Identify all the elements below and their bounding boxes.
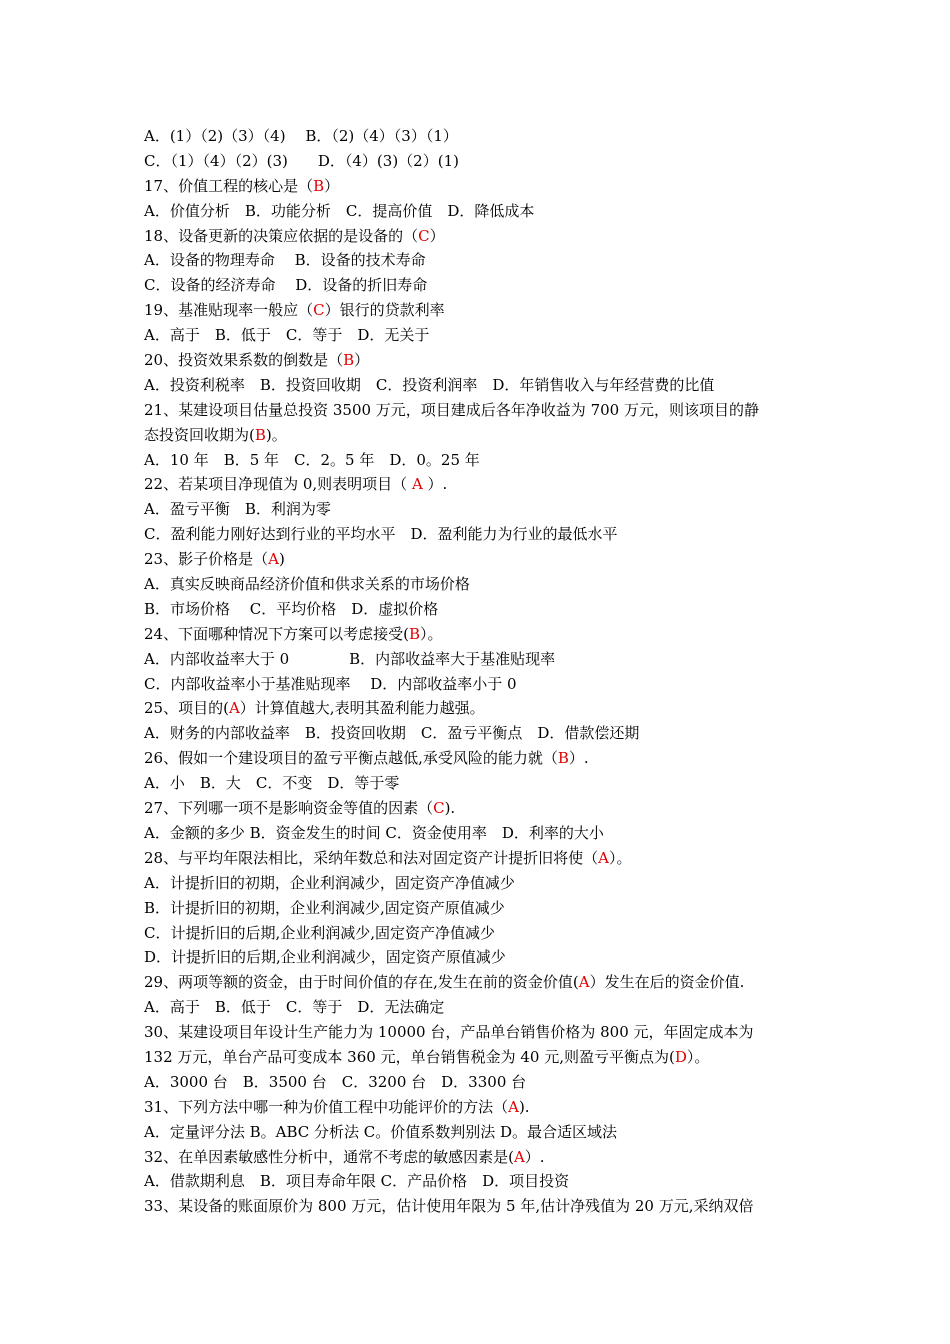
answer-mark: B	[408, 624, 420, 643]
text-line	[144, 1020, 816, 1045]
text-line	[144, 224, 816, 249]
text-line	[144, 497, 816, 522]
text-line	[144, 597, 816, 622]
line-text: 27、下列哪一项不是影响资金等值的因素（	[144, 799, 434, 818]
line-text: 20、投资效果系数的倒数是（	[144, 351, 344, 370]
line-text: ）。	[419, 624, 443, 643]
answer-mark: A	[228, 699, 240, 718]
text-line	[144, 796, 816, 821]
text-line	[144, 1169, 816, 1194]
answer-mark: A	[411, 475, 423, 494]
text-line	[144, 945, 816, 970]
line-text: A．定量评分法 B。ABC 分析法 C。价值系数判别法 D。最合适区域法	[144, 1122, 618, 1141]
line-text: A．10 年 B．5 年 C．2。5 年 D．0。25 年	[144, 450, 480, 469]
answer-mark: C	[433, 799, 445, 818]
text-line	[144, 1145, 816, 1170]
line-text: ).	[444, 799, 456, 818]
line-text: )	[278, 550, 285, 569]
text-line	[144, 149, 816, 174]
text-line	[144, 273, 816, 298]
line-text: ）。	[608, 848, 632, 867]
line-text: C．内部收益率小于基准贴现率 D．内部收益率小于 0	[144, 674, 517, 693]
line-text: A．高于 B．低于 C．等于 D．无关于	[144, 326, 430, 345]
line-text: 132 万元，单台产品可变成本 360 元，单台销售税金为 40 元,则盈亏平衡点为(	[144, 1047, 675, 1066]
line-text: 态投资回收期为(	[144, 425, 255, 444]
text-line	[144, 1070, 816, 1095]
line-text: C．计提折旧的后期,企业利润减少,固定资产净值减少	[144, 923, 496, 942]
text-line	[144, 572, 816, 597]
text-line	[144, 696, 816, 721]
text-line	[144, 472, 816, 497]
line-text: ）发生在后的资金价值.	[589, 973, 745, 992]
line-text: A．借款期利息 B．项目寿命年限 C．产品价格 D．项目投资	[144, 1172, 570, 1191]
text-line	[144, 1095, 816, 1120]
line-text: D．计提折旧的后期,企业利润减少，固定资产原值减少	[144, 948, 506, 967]
text-line	[144, 871, 816, 896]
line-text: 21、某建设项目估量总投资 3500 万元，项目建成后各年净收益为 700 万元，则该项目的静	[144, 400, 759, 419]
line-text: 22、若某项目净现值为 0,则表明项目（	[144, 475, 412, 494]
answer-mark: B	[313, 176, 325, 195]
line-text: A．高于 B．低于 C．等于 D．无法确定	[144, 998, 445, 1017]
line-text: ）银行的贷款利率	[324, 301, 445, 320]
text-line	[144, 647, 816, 672]
text-line	[144, 373, 816, 398]
text-line	[144, 622, 816, 647]
line-text: A．盈亏平衡 B．利润为零	[144, 500, 331, 519]
line-text: ）计算值越大,表明其盈利能力越强。	[239, 699, 485, 718]
text-line	[144, 746, 816, 771]
line-text: A．价值分析 B．功能分析 C．提高价值 D．降低成本	[144, 201, 535, 220]
text-line	[144, 721, 816, 746]
line-text: ）	[429, 226, 445, 245]
text-line	[144, 199, 816, 224]
line-text: 30、某建设项目年设计生产能力为 10000 台，产品单台销售价格为 800 元，年固定成本为	[144, 1023, 754, 1042]
text-line	[144, 124, 816, 149]
text-line	[144, 846, 816, 871]
line-text: ）.	[568, 749, 589, 768]
text-line	[144, 771, 816, 796]
answer-mark: A	[598, 848, 609, 867]
text-line	[144, 448, 816, 473]
line-text: A．计提折旧的初期，企业利润减少，固定资产净值减少	[144, 873, 515, 892]
text-line	[144, 821, 816, 846]
line-text: B．计提折旧的初期，企业利润减少,固定资产原值减少	[144, 898, 505, 917]
text-line	[144, 1194, 816, 1219]
text-line	[144, 248, 816, 273]
line-text: ）.	[422, 475, 448, 494]
line-text: A．设备的物理寿命 B．设备的技术寿命	[144, 251, 426, 270]
line-text: A．3000 台 B．3500 台 C．3200 台 D．3300 台	[144, 1072, 527, 1091]
text-line	[144, 896, 816, 921]
text-line	[144, 547, 816, 572]
answer-mark: B	[343, 351, 355, 370]
text-line	[144, 970, 816, 995]
text-line	[144, 522, 816, 547]
text-line	[144, 1045, 816, 1070]
answer-mark: C	[313, 301, 325, 320]
line-text: 32、在单因素敏感性分析中，通常不考虑的敏感因素是(	[144, 1147, 514, 1166]
line-text: ）	[354, 351, 370, 370]
line-text: 29、两项等额的资金，由于时间价值的存在,发生在前的资金价值(	[144, 973, 579, 992]
answer-mark: A	[268, 550, 279, 569]
text-line	[144, 921, 816, 946]
document-body	[144, 124, 816, 1219]
line-text: 25、项目的(	[144, 699, 229, 718]
text-line	[144, 323, 816, 348]
text-line	[144, 398, 816, 423]
answer-mark: A	[508, 1097, 519, 1116]
line-text: 19、基准贴现率一般应（	[144, 301, 314, 320]
text-line	[144, 672, 816, 697]
answer-mark: C	[418, 226, 430, 245]
line-text: A．(1）（2)（3）（4) B．（2)（4）（3）（1）	[144, 127, 458, 145]
line-text: B．市场价格 C．平均价格 D．虚拟价格	[144, 599, 439, 618]
line-text: A．金额的多少 B．资金发生的时间 C．资金使用率 D．利率的大小	[144, 823, 604, 842]
line-text: ）.	[524, 1147, 545, 1166]
line-text: ).	[518, 1097, 530, 1116]
line-text: 31、下列方法中哪一种为价值工程中功能评价的方法（	[144, 1097, 509, 1116]
line-text: A．内部收益率大于 0 B．内部收益率大于基准贴现率	[144, 649, 556, 668]
answer-mark: A	[513, 1147, 525, 1166]
line-text: 18、设备更新的决策应依据的是设备的（	[144, 226, 419, 245]
answer-mark: B	[557, 749, 569, 768]
text-line	[144, 348, 816, 373]
line-text: C．盈利能力刚好达到行业的平均水平 D．盈利能力为行业的最低水平	[144, 525, 618, 544]
line-text: A．财务的内部收益率 B．投资回收期 C．盈亏平衡点 D．借款偿还期	[144, 724, 640, 743]
line-text: ）	[324, 176, 340, 195]
text-line	[144, 423, 816, 448]
answer-mark: D	[674, 1047, 687, 1066]
answer-mark: A	[578, 973, 590, 992]
line-text: 24、下面哪种情况下方案可以考虑接受(	[144, 624, 409, 643]
line-text: A．投资利税率 B．投资回收期 C．投资利润率 D．年销售收入与年经营费的比值	[144, 375, 715, 394]
answer-mark: B	[254, 425, 266, 444]
text-line	[144, 1120, 816, 1145]
line-text: C．（1）（4）（2）(3) D．（4）(3)（2）(1)	[144, 151, 459, 170]
line-text: A．真实反映商品经济价值和供求关系的市场价格	[144, 575, 470, 594]
line-text: ）。	[686, 1047, 710, 1066]
line-text: C．设备的经济寿命 D．设备的折旧寿命	[144, 276, 428, 295]
text-line	[144, 298, 816, 323]
line-text: 23、影子价格是（	[144, 550, 269, 569]
line-text: 17、价值工程的核心是（	[144, 176, 314, 195]
line-text: 28、与平均年限法相比，采纳年数总和法对固定资产计提折旧将使（	[144, 848, 599, 867]
line-text: 26、假如一个建设项目的盈亏平衡点越低,承受风险的能力就（	[144, 749, 558, 768]
line-text: )。	[265, 425, 287, 444]
line-text: A．小 B．大 C．不变 D．等于零	[144, 774, 400, 793]
line-text: 33、某设备的账面原价为 800 万元，估计使用年限为 5 年,估计净残值为 20 万元,采纳双倍	[144, 1197, 754, 1216]
text-line	[144, 174, 816, 199]
text-line	[144, 995, 816, 1020]
